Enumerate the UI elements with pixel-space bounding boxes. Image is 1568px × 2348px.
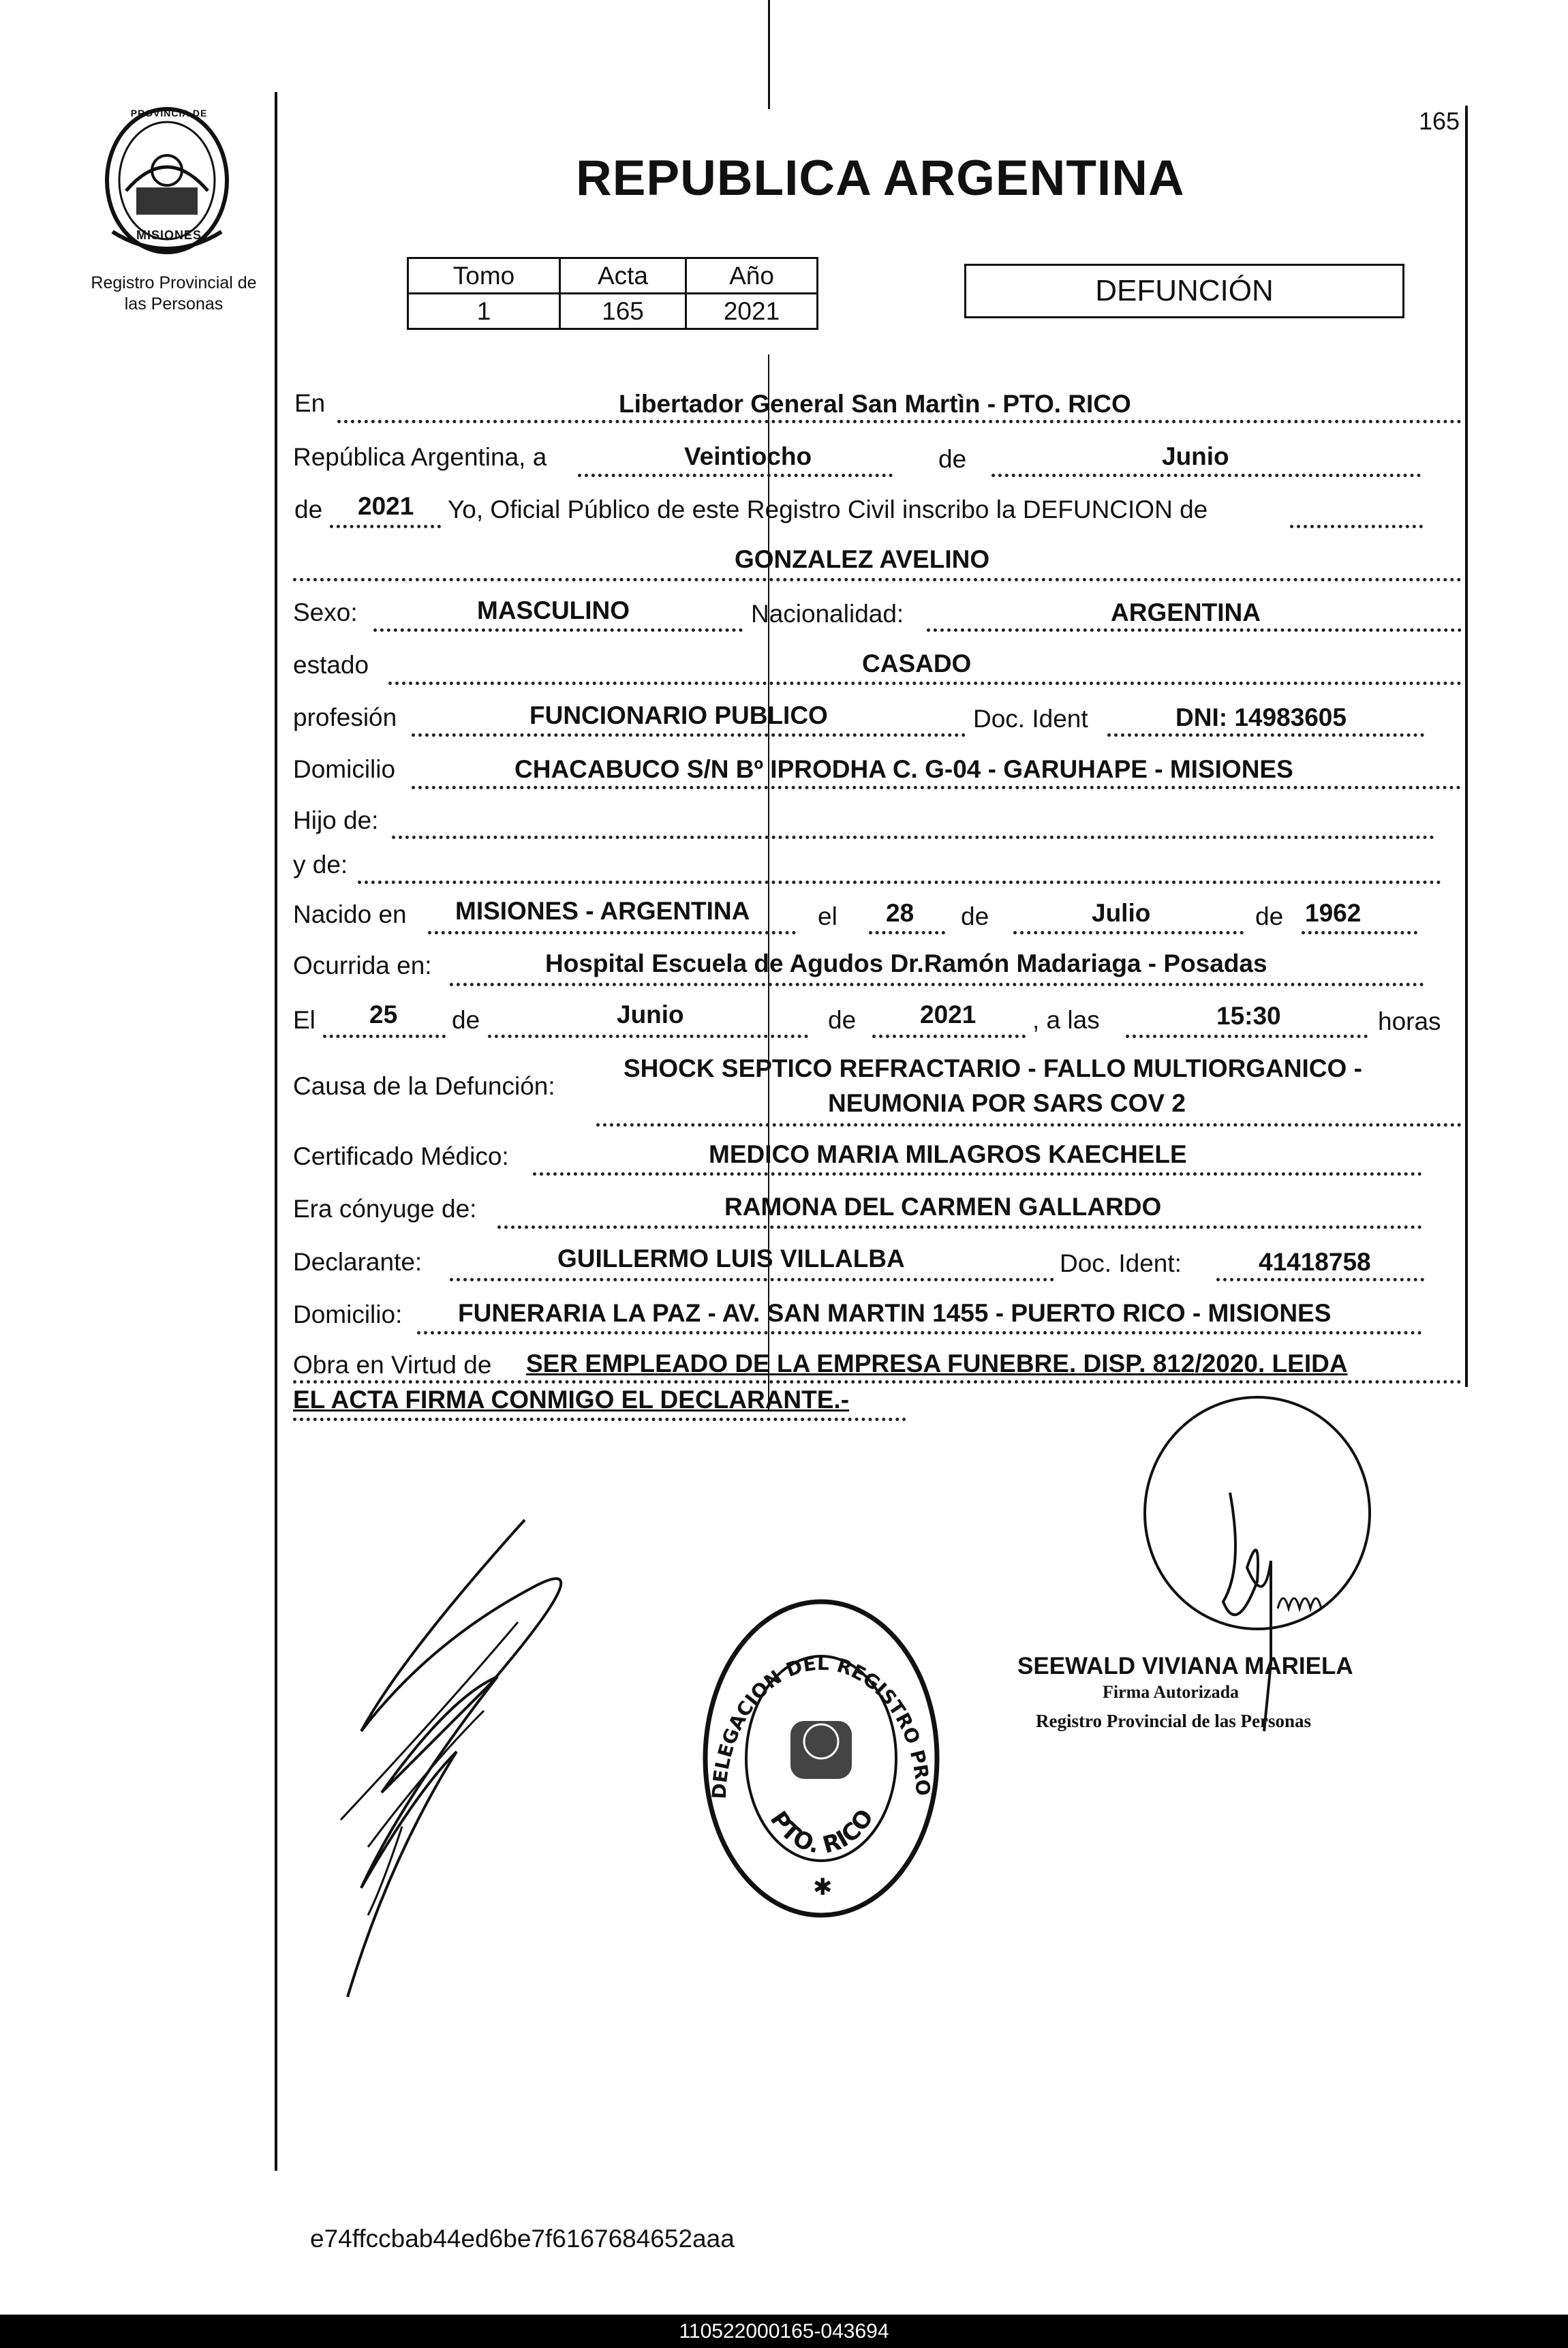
en-dots bbox=[337, 420, 1462, 423]
birth-month: Julio bbox=[1092, 899, 1151, 927]
birth-month-dots bbox=[1013, 931, 1244, 934]
death-time-dots bbox=[1126, 1035, 1368, 1038]
el-label: el bbox=[818, 902, 837, 930]
declarant-signature bbox=[320, 1506, 606, 2011]
birth-de1: de bbox=[961, 902, 989, 930]
conyuge-value: RAMONA DEL CARMEN GALLARDO bbox=[724, 1193, 1162, 1221]
causa-label: Causa de la Defunción: bbox=[293, 1072, 555, 1100]
name-dots bbox=[293, 578, 1462, 581]
birth-day-dots bbox=[869, 931, 945, 934]
hijo-dots bbox=[392, 836, 1434, 839]
stamp-bottom-text: PTO. RICO bbox=[764, 1804, 880, 1859]
death-el-label: El bbox=[293, 1006, 316, 1034]
declarante-doc-dots bbox=[1216, 1278, 1424, 1281]
meta-header-ano: Año bbox=[686, 258, 818, 294]
declarante-label: Declarante: bbox=[293, 1248, 422, 1276]
signatory-name: SEEWALD VIVIANA MARIELA bbox=[1017, 1653, 1353, 1679]
nacionalidad-dots bbox=[927, 628, 1462, 632]
obra-line2: EL ACTA FIRMA CONMIGO EL DECLARANTE.- bbox=[293, 1386, 850, 1414]
certificado-value: MEDICO MARIA MILAGROS KAECHELE bbox=[709, 1140, 1187, 1168]
sexo-label: Sexo: bbox=[293, 598, 358, 626]
registry-name-line2: las Personas bbox=[124, 294, 224, 314]
year-dots bbox=[330, 525, 441, 528]
sexo-dots bbox=[373, 628, 743, 632]
meta-value-tomo: 1 bbox=[408, 294, 560, 329]
ocurrida-value: Hospital Escuela de Agudos Dr.Ramón Madariaga - Posadas bbox=[545, 949, 1267, 977]
birth-year: 1962 bbox=[1305, 899, 1362, 927]
causa-line2: NEUMONIA POR SARS COV 2 bbox=[828, 1089, 1186, 1117]
death-month-dots bbox=[488, 1035, 808, 1038]
birth-day: 28 bbox=[886, 899, 914, 927]
doc-ident-value: DNI: 14983605 bbox=[1175, 703, 1347, 731]
de-label: de bbox=[938, 445, 967, 473]
obra-label: Obra en Virtud de bbox=[293, 1351, 492, 1379]
obra-dots bbox=[293, 1380, 1462, 1384]
signatory-role: Firma Autorizada bbox=[1103, 1682, 1240, 1702]
conyuge-dots bbox=[497, 1225, 1422, 1229]
en-label: En bbox=[294, 389, 326, 417]
death-year: 2021 bbox=[920, 1001, 977, 1028]
profesion-label: profesión bbox=[293, 703, 397, 731]
death-de2: de bbox=[828, 1006, 857, 1034]
declarante-dom-value: FUNERARIA LA PAZ - AV. SAN MARTIN 1455 - PUERTO RICO - MISIONES bbox=[458, 1299, 1332, 1327]
profesion-dots bbox=[412, 733, 966, 737]
svg-text:PTO. RICO bbox=[765, 1804, 879, 1859]
alas-label: , a las bbox=[1032, 1006, 1100, 1034]
nacionalidad-label: Nacionalidad: bbox=[751, 600, 904, 628]
nacionalidad-value: ARGENTINA bbox=[1111, 598, 1261, 626]
birth-year-dots bbox=[1302, 931, 1417, 934]
certificado-label: Certificado Médico: bbox=[293, 1142, 509, 1170]
inscribo-text: Yo, Oficial Público de este Registro Civil inscribo la DEFUNCION de bbox=[448, 495, 1208, 523]
death-de1: de bbox=[452, 1006, 480, 1034]
signatory-office: Registro Provincial de las Personas bbox=[1036, 1711, 1311, 1731]
death-day: 25 bbox=[369, 1001, 398, 1028]
fold-line bbox=[768, 0, 770, 109]
year-value: 2021 bbox=[358, 492, 414, 520]
meta-value-acta: 165 bbox=[560, 294, 686, 329]
declarante-dots bbox=[450, 1278, 1054, 1281]
month-dots bbox=[991, 474, 1421, 477]
doc-ident-label: Doc. Ident bbox=[973, 705, 1088, 733]
seal-lettering: PROVINCIA DE bbox=[130, 108, 208, 119]
hash-code: e74ffccbab44ed6be7f6167684652aaa bbox=[310, 2225, 735, 2253]
death-month: Junio bbox=[617, 1001, 684, 1028]
declarante-dom-label: Domicilio: bbox=[293, 1300, 403, 1328]
meta-table bbox=[407, 257, 818, 330]
declarante-value: GUILLERMO LUIS VILLALBA bbox=[557, 1245, 905, 1272]
profesion-value: FUNCIONARIO PUBLICO bbox=[529, 701, 828, 729]
republica-label: República Argentina, a bbox=[293, 443, 547, 471]
birth-de2: de bbox=[1255, 902, 1284, 930]
day-dots bbox=[578, 474, 893, 477]
death-time: 15:30 bbox=[1216, 1002, 1281, 1030]
registry-stamp bbox=[698, 1595, 944, 1922]
yde-label: y de: bbox=[293, 851, 348, 879]
death-year-dots bbox=[872, 1035, 1026, 1038]
causa-line1: SHOCK SEPTICO REFRACTARIO - FALLO MULTIORGANICO - bbox=[624, 1054, 1362, 1082]
causa-dots bbox=[596, 1123, 1462, 1127]
page-number: 165 bbox=[1419, 107, 1460, 135]
svg-text:✱: ✱ bbox=[813, 1874, 833, 1901]
inscribo-dots bbox=[1290, 525, 1423, 528]
nacido-dots bbox=[428, 931, 796, 934]
domicilio-label: Domicilio bbox=[293, 755, 396, 783]
seal-lettering-bottom: MISIONES bbox=[136, 228, 202, 242]
month-text: Junio bbox=[1162, 442, 1229, 470]
meta-header-tomo: Tomo bbox=[408, 258, 560, 294]
registry-name bbox=[65, 273, 283, 316]
declarante-dom-dots bbox=[417, 1331, 1422, 1335]
sexo-value: MASCULINO bbox=[477, 596, 630, 624]
ocurrida-dots bbox=[450, 983, 1424, 986]
footer-code-bar bbox=[0, 2315, 1568, 2348]
estado-dots bbox=[388, 682, 1462, 685]
domicilio-dots bbox=[412, 786, 1461, 789]
footer-code: 110522000165-043694 bbox=[679, 2319, 889, 2343]
estado-label: estado bbox=[293, 651, 369, 679]
deceased-name: GONZALEZ AVELINO bbox=[735, 545, 990, 573]
declarante-doc-value: 41418758 bbox=[1259, 1248, 1371, 1276]
nacido-label: Nacido en bbox=[293, 900, 407, 928]
obra-dots-2 bbox=[293, 1418, 906, 1421]
hijo-label: Hijo de: bbox=[293, 806, 379, 834]
doc-ident-dots bbox=[1107, 733, 1424, 737]
yde-dots bbox=[358, 881, 1441, 884]
domicilio-value: CHACABUCO S/N Bº IPRODHA C. G-04 - GARUHAPE - MISIONES bbox=[514, 755, 1293, 783]
en-value: Libertador General San Martìn - PTO. RICO bbox=[619, 390, 1131, 418]
document-type-box: DEFUNCIÓN bbox=[964, 264, 1404, 318]
meta-value-ano: 2021 bbox=[686, 294, 818, 329]
meta-header-acta: Acta bbox=[560, 258, 686, 294]
certificado-dots bbox=[533, 1172, 1422, 1176]
day-text: Veintiocho bbox=[684, 442, 812, 470]
obra-line1: SER EMPLEADO DE LA EMPRESA FUNEBRE. DISP. 812/2020. LEIDA bbox=[526, 1350, 1348, 1377]
stamp-top-text: DELEGACION DEL REGISTRO PRO bbox=[707, 1651, 935, 1800]
death-day-dots bbox=[323, 1035, 446, 1038]
nacido-value: MISIONES - ARGENTINA bbox=[455, 897, 750, 925]
declarante-doc-label: Doc. Ident: bbox=[1060, 1249, 1182, 1277]
conyuge-label: Era cónyuge de: bbox=[293, 1195, 477, 1223]
ocurrida-label: Ocurrida en: bbox=[293, 951, 432, 979]
registry-name-line1: Registro Provincial de bbox=[91, 273, 257, 292]
left-margin-line bbox=[275, 92, 277, 2171]
right-margin-line bbox=[1465, 106, 1468, 1387]
page-title: REPUBLICA ARGENTINA bbox=[576, 151, 1185, 206]
horas-label: horas bbox=[1378, 1007, 1441, 1035]
estado-value: CASADO bbox=[862, 650, 972, 677]
year-de-label: de bbox=[294, 495, 323, 523]
